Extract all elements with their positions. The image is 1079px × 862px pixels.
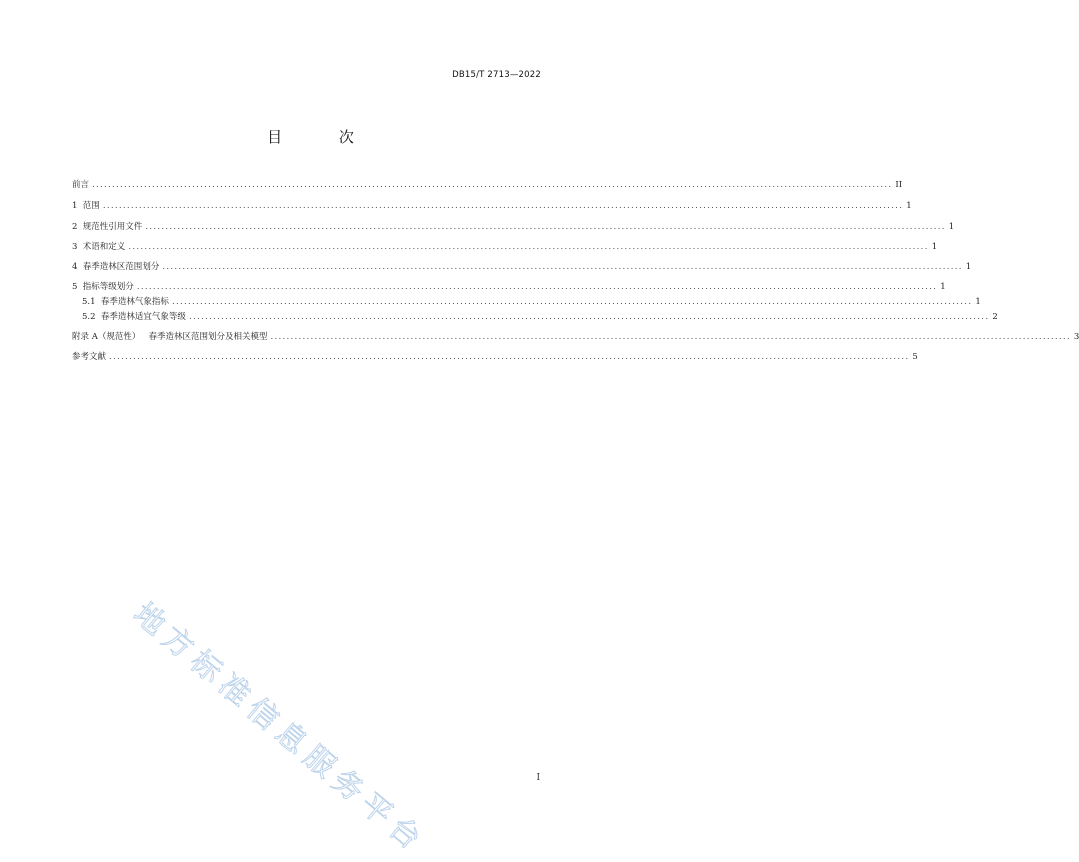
toc-entry-page: 1 <box>975 297 981 307</box>
toc-entry-label: 4 春季造林区范围划分 <box>72 262 160 272</box>
toc-entry-label: 3 术语和定义 <box>72 242 126 252</box>
toc-entry-foreword[interactable] <box>72 179 903 192</box>
toc-dot-leader: ........................................................................................................................................................................................................ <box>188 312 990 322</box>
toc-dot-leader: ........................................................................................................................................................................................................ <box>92 180 893 190</box>
toc-entry-normative-references[interactable] <box>72 221 955 234</box>
toc-entry-page: 3 <box>1073 332 1079 342</box>
toc-entry-page: 1 <box>965 262 972 272</box>
toc-entry-index-grading[interactable] <box>72 281 946 294</box>
watermark: 地方标准信息服务平台 <box>126 596 433 861</box>
toc-entry-page: 1 <box>906 201 912 211</box>
toc-entry-label: 2 规范性引用文件 <box>72 222 143 232</box>
toc-entry-label: 5.1 春季造林气象指标 <box>82 297 169 307</box>
toc-entry-label: 1 范围 <box>72 201 100 211</box>
toc-entry-page: 1 <box>940 282 946 292</box>
toc-dot-leader: ........................................................................................................................................................................................................ <box>102 201 904 211</box>
toc-entry-label: 5 指标等级划分 <box>72 282 134 292</box>
page-title: 目 次 <box>267 128 380 146</box>
page-number: I <box>536 773 540 783</box>
toc-entry-terms[interactable] <box>72 241 938 254</box>
toc-entry-region-division[interactable] <box>72 261 972 274</box>
toc-entry-page: II <box>895 180 903 190</box>
toc-dot-leader: ........................................................................................................................................................................................................ <box>145 222 946 232</box>
toc-entry-bibliography[interactable] <box>72 351 918 364</box>
toc-entry-scope[interactable] <box>72 200 912 213</box>
toc-dot-leader: ........................................................................................................................................................................................................ <box>136 282 938 292</box>
toc-entry-5-2[interactable] <box>82 311 998 324</box>
toc-entry-page: 1 <box>948 222 955 232</box>
toc-entry-page: 1 <box>931 242 938 252</box>
toc-dot-leader: ........................................................................................................................................................................................................ <box>128 242 929 252</box>
toc-dot-leader: ........................................................................................................................................................................................................ <box>171 297 973 307</box>
toc-dot-leader: ........................................................................................................................................................................................................ <box>270 332 1071 342</box>
toc-entry-label: 参考文献 <box>72 352 107 362</box>
toc-entry-5-1[interactable] <box>82 296 981 309</box>
toc-entry-page: 5 <box>912 352 918 362</box>
toc-entry-label: 前言 <box>72 180 90 190</box>
toc-entry-page: 2 <box>992 312 998 322</box>
toc-dot-leader: ........................................................................................................................................................................................................ <box>162 262 963 272</box>
toc-dot-leader: ........................................................................................................................................................................................................ <box>109 352 910 362</box>
document-code: DB15/T 2713—2022 <box>452 70 541 80</box>
toc-entry-label: 附录 A（规范性） 春季造林区范围划分及相关模型 <box>72 332 268 342</box>
toc-entry-label: 5.2 春季造林适宜气象等级 <box>82 312 186 322</box>
toc-entry-appendix-a[interactable] <box>72 331 1079 344</box>
